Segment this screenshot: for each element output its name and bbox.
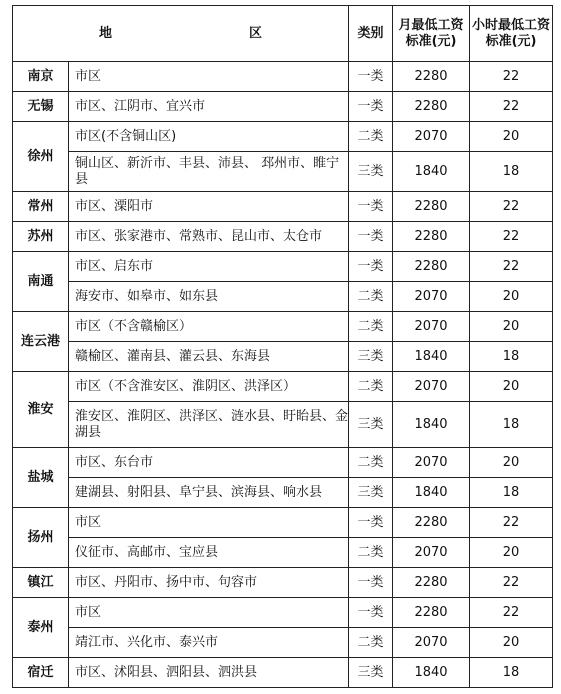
- monthly-wage-cell: 2280: [393, 92, 470, 122]
- category-cell: 一类: [349, 222, 393, 252]
- monthly-wage-cell: 2070: [393, 538, 470, 568]
- table-row: [13, 658, 553, 688]
- areas-cell: 市区: [69, 62, 349, 92]
- monthly-wage-cell: 2070: [393, 448, 470, 478]
- category-cell: 二类: [349, 538, 393, 568]
- category-cell: 二类: [349, 282, 393, 312]
- city-cell: 南京: [13, 62, 69, 92]
- monthly-wage-cell: 2280: [393, 192, 470, 222]
- table-row: [13, 448, 553, 478]
- areas-cell: 淮安区、淮阴区、洪泽区、涟水县、盱眙县、金湖县: [69, 402, 349, 448]
- city-cell: 徐州: [13, 122, 69, 192]
- areas-cell: 市区、溧阳市: [69, 192, 349, 222]
- monthly-wage-cell: 1840: [393, 342, 470, 372]
- hourly-wage-cell: 20: [470, 282, 553, 312]
- monthly-wage-cell: 2070: [393, 312, 470, 342]
- hourly-wage-cell: 20: [470, 312, 553, 342]
- category-cell: 二类: [349, 372, 393, 402]
- table-row: [13, 568, 553, 598]
- city-cell: 南通: [13, 252, 69, 312]
- minimum-wage-table: [12, 5, 553, 688]
- monthly-wage-cell: 2280: [393, 62, 470, 92]
- areas-cell: 靖江市、兴化市、泰兴市: [69, 628, 349, 658]
- category-cell: 一类: [349, 192, 393, 222]
- category-cell: 一类: [349, 598, 393, 628]
- category-cell: 三类: [349, 478, 393, 508]
- table-row: [13, 538, 553, 568]
- category-cell: 二类: [349, 448, 393, 478]
- areas-cell: 市区、启东市: [69, 252, 349, 282]
- header-region: 地 区: [13, 6, 349, 62]
- areas-cell: 市区、沭阳县、泗阳县、泗洪县: [69, 658, 349, 688]
- category-cell: 三类: [349, 152, 393, 192]
- city-cell: 镇江: [13, 568, 69, 598]
- monthly-wage-cell: 2070: [393, 372, 470, 402]
- areas-cell: 市区、江阴市、宜兴市: [69, 92, 349, 122]
- monthly-wage-cell: 2280: [393, 252, 470, 282]
- hourly-wage-cell: 20: [470, 538, 553, 568]
- areas-cell: 市区、丹阳市、扬中市、句容市: [69, 568, 349, 598]
- city-cell: 淮安: [13, 372, 69, 448]
- table-row: [13, 282, 553, 312]
- city-cell: 无锡: [13, 92, 69, 122]
- table-row: [13, 122, 553, 152]
- areas-cell: 市区(不含铜山区): [69, 122, 349, 152]
- monthly-wage-cell: 2280: [393, 568, 470, 598]
- table-row: [13, 478, 553, 508]
- areas-cell: 铜山区、新沂市、丰县、沛县、 邳州市、睢宁县: [69, 152, 349, 192]
- table-row: [13, 92, 553, 122]
- city-cell: 泰州: [13, 598, 69, 658]
- hourly-wage-cell: 22: [470, 92, 553, 122]
- table-row: [13, 222, 553, 252]
- category-cell: 二类: [349, 312, 393, 342]
- table-row: [13, 508, 553, 538]
- hourly-wage-cell: 22: [470, 252, 553, 282]
- table-row: [13, 252, 553, 282]
- city-cell: 常州: [13, 192, 69, 222]
- areas-cell: 市区、东台市: [69, 448, 349, 478]
- category-cell: 一类: [349, 252, 393, 282]
- monthly-wage-cell: 1840: [393, 152, 470, 192]
- hourly-wage-cell: 22: [470, 222, 553, 252]
- areas-cell: 市区（不含赣榆区）: [69, 312, 349, 342]
- table-header-row: [13, 6, 553, 62]
- category-cell: 三类: [349, 658, 393, 688]
- hourly-wage-cell: 22: [470, 62, 553, 92]
- monthly-wage-cell: 1840: [393, 402, 470, 448]
- hourly-wage-cell: 22: [470, 598, 553, 628]
- table-row: [13, 628, 553, 658]
- monthly-wage-cell: 2280: [393, 508, 470, 538]
- areas-cell: 市区: [69, 508, 349, 538]
- city-cell: 扬州: [13, 508, 69, 568]
- table-row: [13, 598, 553, 628]
- city-cell: 苏州: [13, 222, 69, 252]
- areas-cell: 市区: [69, 598, 349, 628]
- areas-cell: 仪征市、高邮市、宝应县: [69, 538, 349, 568]
- hourly-wage-cell: 18: [470, 478, 553, 508]
- hourly-wage-cell: 22: [470, 568, 553, 598]
- monthly-wage-cell: 2070: [393, 282, 470, 312]
- category-cell: 一类: [349, 508, 393, 538]
- monthly-wage-cell: 2280: [393, 222, 470, 252]
- category-cell: 二类: [349, 628, 393, 658]
- city-cell: 连云港: [13, 312, 69, 372]
- areas-cell: 市区（不含淮安区、淮阴区、洪泽区）: [69, 372, 349, 402]
- hourly-wage-cell: 20: [470, 122, 553, 152]
- monthly-wage-cell: 2070: [393, 628, 470, 658]
- table-row: [13, 342, 553, 372]
- header-category: 类别: [349, 6, 393, 62]
- monthly-wage-cell: 2070: [393, 122, 470, 152]
- city-cell: 盐城: [13, 448, 69, 508]
- hourly-wage-cell: 20: [470, 448, 553, 478]
- hourly-wage-cell: 22: [470, 508, 553, 538]
- table-row: [13, 312, 553, 342]
- areas-cell: 赣榆区、灌南县、灌云县、东海县: [69, 342, 349, 372]
- hourly-wage-cell: 18: [470, 658, 553, 688]
- category-cell: 二类: [349, 122, 393, 152]
- hourly-wage-cell: 18: [470, 402, 553, 448]
- areas-cell: 海安市、如皋市、如东县: [69, 282, 349, 312]
- table-row: [13, 372, 553, 402]
- areas-cell: 市区、张家港市、常熟市、昆山市、太仓市: [69, 222, 349, 252]
- table-row: [13, 62, 553, 92]
- category-cell: 三类: [349, 342, 393, 372]
- city-cell: 宿迁: [13, 658, 69, 688]
- category-cell: 一类: [349, 62, 393, 92]
- category-cell: 三类: [349, 402, 393, 448]
- hourly-wage-cell: 18: [470, 342, 553, 372]
- header-hourly-wage: 小时最低工资标准(元): [470, 6, 553, 62]
- hourly-wage-cell: 22: [470, 192, 553, 222]
- table-row: [13, 192, 553, 222]
- monthly-wage-cell: 1840: [393, 658, 470, 688]
- table-row: [13, 402, 553, 448]
- hourly-wage-cell: 18: [470, 152, 553, 192]
- areas-cell: 建湖县、射阳县、阜宁县、滨海县、响水县: [69, 478, 349, 508]
- hourly-wage-cell: 20: [470, 628, 553, 658]
- hourly-wage-cell: 20: [470, 372, 553, 402]
- monthly-wage-cell: 1840: [393, 478, 470, 508]
- category-cell: 一类: [349, 568, 393, 598]
- category-cell: 一类: [349, 92, 393, 122]
- table-row: [13, 152, 553, 192]
- header-monthly-wage: 月最低工资标准(元): [393, 6, 470, 62]
- monthly-wage-cell: 2280: [393, 598, 470, 628]
